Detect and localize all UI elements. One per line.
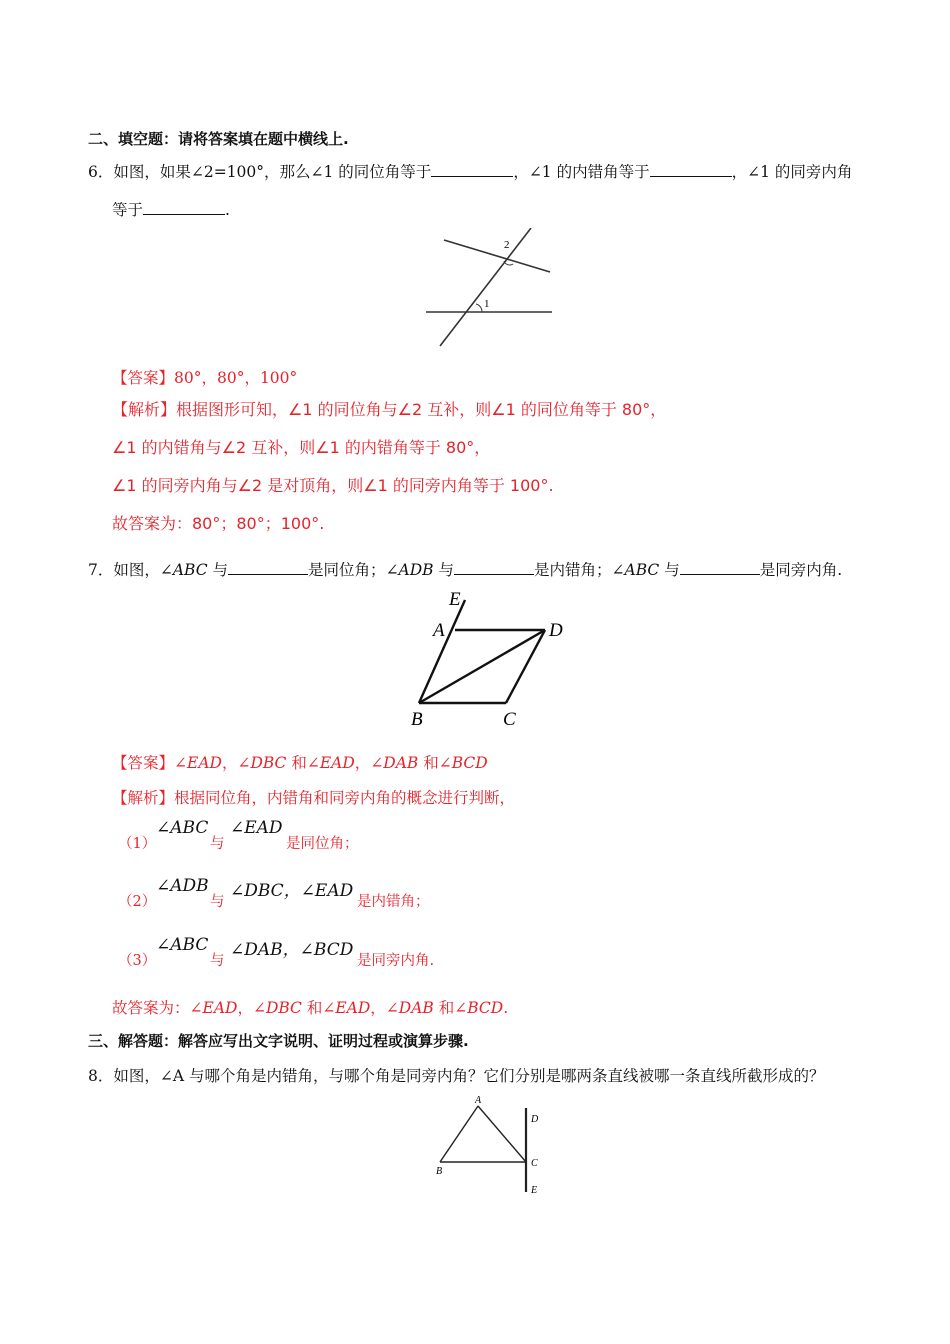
q6-figure [420, 228, 560, 350]
q8-label-e: E [531, 1185, 538, 1196]
q6-angle-1-arc [476, 304, 482, 312]
q7-label-d: D [549, 620, 563, 641]
q7-item-3 [112, 935, 532, 971]
q8-figure [430, 1092, 550, 1196]
q7-final-sep-1: ， [237, 999, 253, 1017]
q6-text-c: ，∠1 的同旁内角 [731, 163, 853, 181]
q7-answer-and-1: 和 [286, 754, 307, 772]
q6-label-1: 1 [484, 298, 490, 310]
q7-answer-angle-2: ∠DBC [237, 754, 287, 772]
q7-angle-abc-2: ∠ABC [611, 561, 660, 579]
question-7 [88, 558, 842, 580]
q6-label-2: 2 [504, 239, 510, 251]
q8-line-ac [478, 1106, 526, 1162]
q8-label-d: D [531, 1114, 539, 1125]
q8-label-c: C [531, 1158, 538, 1169]
q7-item-2 [112, 876, 532, 912]
q7-item-1-left: ∠ABC [156, 818, 209, 838]
q7-item-3-yu: 与 [210, 953, 225, 969]
q7-item-3-left: ∠ABC [156, 935, 209, 955]
section-3-title: 三、解答题：解答应写出文字说明、证明过程或演算步骤. [88, 1032, 469, 1050]
q7-t2: 是同位角； [308, 561, 386, 579]
q7-answer [112, 751, 488, 773]
q7-final-answer [112, 996, 508, 1018]
q8-label-a: A [475, 1095, 482, 1106]
q7-final-and-1: 和 [301, 999, 323, 1017]
q7-answer-prefix: 【答案】 [112, 754, 175, 772]
q7-t4: 是内错角； [534, 561, 612, 579]
q7-final-and-2: 和 [433, 999, 455, 1017]
q7-analysis: 【解析】根据同位角，内错角和同旁内角的概念进行判断， [112, 789, 516, 807]
q7-item-1 [112, 818, 512, 854]
question-6-line-1 [88, 160, 852, 182]
q7-label-c: C [503, 709, 516, 730]
q6-analysis-4: 故答案为：80°；80°；100°. [112, 514, 325, 533]
q7-final-angle-1: ∠EAD [189, 999, 238, 1017]
q7-item-1-right: ∠EAD [230, 818, 283, 838]
q7-angle-adb: ∠ADB [385, 561, 434, 579]
q7-blank-1[interactable] [228, 560, 308, 575]
question-8: 8．如图，∠A 与哪个角是内错角，与哪个角是同旁内角？它们分别是哪两条直线被哪一条直线所截形成的？ [88, 1067, 825, 1085]
q7-t6: 是同旁内角. [759, 561, 843, 579]
q8-line-ab [440, 1106, 478, 1162]
q6-analysis-1: 【解析】根据图形可知，∠1 的同位角与∠2 互补，则∠1 的同位角等于 80°， [112, 400, 667, 419]
q7-item-2-suffix: 是内错角； [357, 894, 430, 910]
q6-text-a: 6．如图，如果∠2=100°，那么∠1 的同位角等于 [88, 163, 432, 181]
q6-blank-3[interactable] [143, 200, 225, 215]
q7-final-angle-2: ∠DBC [252, 999, 302, 1017]
q6-text-b: ，∠1 的内错角等于 [513, 163, 650, 181]
q7-item-1-suffix: 是同位角； [286, 836, 359, 852]
q6-blank-2[interactable] [650, 162, 732, 177]
q7-final-angle-4: ∠DAB [385, 999, 434, 1017]
q7-final-sep-2: ， [370, 999, 386, 1017]
q7-item-2-yu: 与 [210, 894, 225, 910]
q7-answer-and-2: 和 [418, 754, 439, 772]
q7-item-2-num: （2） [118, 894, 157, 910]
q7-angle-abc: ∠ABC [159, 561, 208, 579]
q6-text-d: 等于 [112, 201, 144, 219]
q7-answer-sep-1: ， [221, 754, 238, 772]
q7-answer-angle-3: ∠EAD [306, 754, 355, 772]
q7-item-1-yu: 与 [210, 836, 225, 852]
q7-label-e: E [449, 589, 461, 610]
q7-num: 7．如图， [88, 561, 160, 579]
section-2-title: 二、填空题：请将答案填在题中横线上. [88, 130, 349, 148]
q6-analysis-2: ∠1 的内错角与∠2 互补，则∠1 的内错角等于 80°， [112, 438, 491, 457]
q7-line-eb [419, 600, 465, 703]
q8-label-b: B [436, 1166, 443, 1177]
q6-line-upper [444, 240, 550, 272]
q7-t5: 与 [664, 561, 680, 579]
q7-item-3-num: （3） [118, 953, 157, 969]
q7-final-prefix: 故答案为： [112, 999, 190, 1017]
q7-final-angle-3: ∠EAD [322, 999, 371, 1017]
q7-t1: 与 [212, 561, 229, 579]
q7-item-3-right: ∠DAB，∠BCD [230, 940, 354, 960]
q6-blank-1[interactable] [431, 162, 513, 177]
q7-figure [405, 588, 575, 730]
q7-item-1-num: （1） [118, 836, 157, 852]
q7-blank-2[interactable] [454, 560, 534, 575]
q7-t3: 与 [438, 561, 455, 579]
q7-final-end: . [503, 999, 509, 1017]
q6-answer: 【答案】80°，80°，100° [112, 369, 298, 387]
q7-answer-sep-2: ， [354, 754, 371, 772]
q7-item-2-left: ∠ADB [156, 876, 209, 896]
q7-answer-angle-1: ∠EAD [174, 754, 222, 772]
q7-label-b: B [411, 709, 423, 730]
q7-item-3-suffix: 是同旁内角. [357, 953, 435, 969]
q7-final-angle-5: ∠BCD [454, 999, 504, 1017]
q7-blank-3[interactable] [680, 560, 760, 575]
q6-analysis-3: ∠1 的同旁内角与∠2 是对顶角，则∠1 的同旁内角等于 100°. [112, 476, 554, 495]
q7-label-a: A [433, 620, 445, 641]
q7-answer-angle-4: ∠DAB [370, 754, 419, 772]
q7-answer-angle-5: ∠BCD [438, 754, 488, 772]
q6-text-end: . [225, 201, 230, 219]
q7-item-2-right: ∠DBC，∠EAD [230, 881, 354, 901]
question-6-line-2 [112, 198, 230, 220]
q6-transversal [440, 228, 531, 346]
